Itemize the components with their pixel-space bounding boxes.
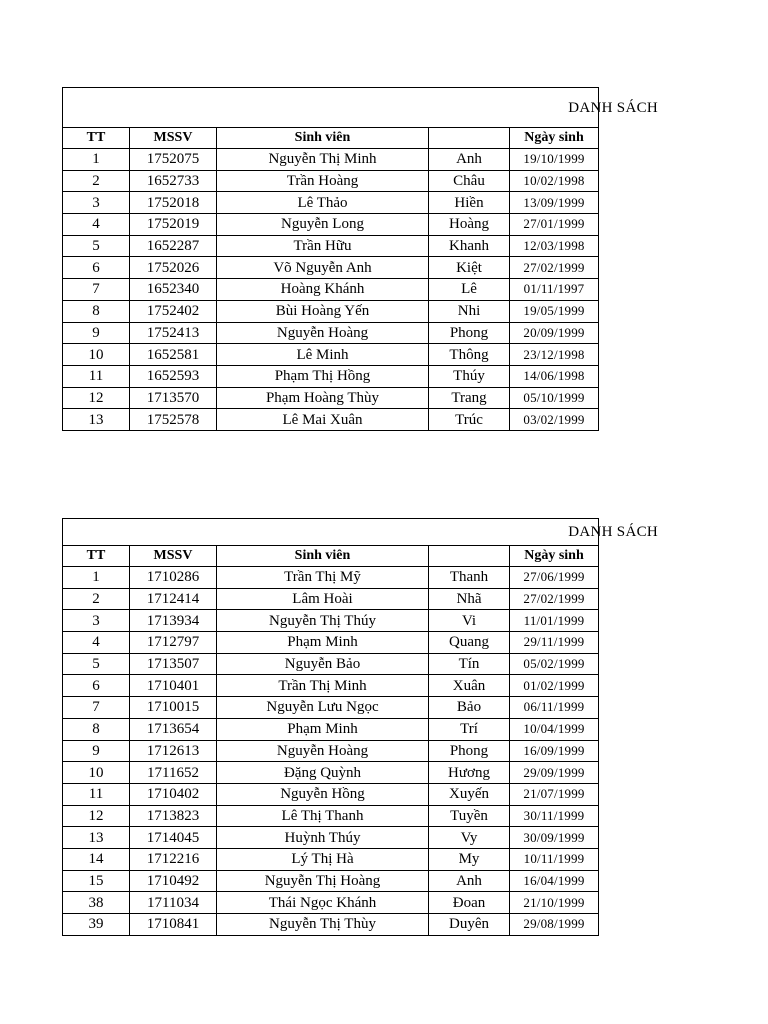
- header-tt: TT: [63, 546, 130, 567]
- cell-ten: Vi: [429, 610, 510, 632]
- table-row: [63, 697, 599, 719]
- cell-tt: 6: [63, 257, 130, 279]
- cell-tt: 3: [63, 610, 130, 632]
- cell-ngay-sinh: 23/12/1998: [510, 344, 599, 366]
- cell-tt: 9: [63, 740, 130, 762]
- cell-sinh-vien: Lý Thị Hà: [217, 848, 429, 870]
- cell-ten: Phong: [429, 322, 510, 344]
- cell-sinh-vien: Trần Thị Mỹ: [217, 567, 429, 589]
- cell-tt: 5: [63, 653, 130, 675]
- table-row: [63, 762, 599, 784]
- cell-tt: 38: [63, 892, 130, 914]
- header-row: [63, 128, 599, 149]
- cell-tt: 10: [63, 762, 130, 784]
- cell-mssv: 1710286: [130, 567, 217, 589]
- cell-ngay-sinh: 19/10/1999: [510, 149, 599, 171]
- cell-ngay-sinh: 05/10/1999: [510, 387, 599, 409]
- table-row: [63, 149, 599, 171]
- cell-ngay-sinh: 13/09/1999: [510, 192, 599, 214]
- cell-ngay-sinh: 27/02/1999: [510, 257, 599, 279]
- cell-ngay-sinh: 10/11/1999: [510, 848, 599, 870]
- cell-sinh-vien: Hoàng Khánh: [217, 279, 429, 301]
- cell-mssv: 1752578: [130, 409, 217, 431]
- cell-ten: Xuyến: [429, 783, 510, 805]
- cell-sinh-vien: Lê Minh: [217, 344, 429, 366]
- cell-ten: Tín: [429, 653, 510, 675]
- cell-ngay-sinh: 29/09/1999: [510, 762, 599, 784]
- cell-mssv: 1713934: [130, 610, 217, 632]
- cell-ten: Xuân: [429, 675, 510, 697]
- cell-mssv: 1752075: [130, 149, 217, 171]
- table-title-cell: [63, 519, 659, 546]
- cell-tt: 7: [63, 279, 130, 301]
- table-row: [63, 783, 599, 805]
- header-row: [63, 546, 599, 567]
- cell-sinh-vien: Trần Thị Minh: [217, 675, 429, 697]
- cell-sinh-vien: Phạm Minh: [217, 632, 429, 654]
- cell-ten: Phong: [429, 740, 510, 762]
- cell-mssv: 1652340: [130, 279, 217, 301]
- cell-tt: 8: [63, 718, 130, 740]
- cell-sinh-vien: Bùi Hoàng Yến: [217, 300, 429, 322]
- cell-tt: 15: [63, 870, 130, 892]
- cell-sinh-vien: Nguyễn Hồng: [217, 783, 429, 805]
- cell-ngay-sinh: 27/02/1999: [510, 588, 599, 610]
- table-row: [63, 192, 599, 214]
- cell-mssv: 1710402: [130, 783, 217, 805]
- cell-ten: Đoan: [429, 892, 510, 914]
- cell-mssv: 1713654: [130, 718, 217, 740]
- table-grid: [62, 87, 659, 431]
- cell-ten: Trúc: [429, 409, 510, 431]
- header-mssv: MSSV: [130, 128, 217, 149]
- cell-sinh-vien: Thái Ngọc Khánh: [217, 892, 429, 914]
- cell-mssv: 1711034: [130, 892, 217, 914]
- cell-mssv: 1714045: [130, 827, 217, 849]
- table-row: [63, 610, 599, 632]
- cell-mssv: 1712797: [130, 632, 217, 654]
- cell-ngay-sinh: 10/02/1998: [510, 170, 599, 192]
- table-row: [63, 279, 599, 301]
- table-row: [63, 653, 599, 675]
- cell-ten: Thúy: [429, 365, 510, 387]
- cell-ten: Lê: [429, 279, 510, 301]
- cell-tt: 8: [63, 300, 130, 322]
- cell-sinh-vien: Phạm Hoàng Thùy: [217, 387, 429, 409]
- header-mssv: MSSV: [130, 546, 217, 567]
- table-row: [63, 675, 599, 697]
- cell-ngay-sinh: 14/06/1998: [510, 365, 599, 387]
- cell-mssv: 1652287: [130, 235, 217, 257]
- table-row: [63, 300, 599, 322]
- cell-ten: Hiền: [429, 192, 510, 214]
- cell-ten: Trang: [429, 387, 510, 409]
- table-grid: [62, 518, 659, 936]
- table-title: DANH SÁCH: [568, 524, 659, 540]
- cell-ten: Anh: [429, 149, 510, 171]
- cell-ten: Thanh: [429, 567, 510, 589]
- cell-tt: 4: [63, 632, 130, 654]
- table-row: [63, 344, 599, 366]
- table-row: [63, 170, 599, 192]
- cell-tt: 2: [63, 588, 130, 610]
- cell-ngay-sinh: 21/07/1999: [510, 783, 599, 805]
- cell-ngay-sinh: 05/02/1999: [510, 653, 599, 675]
- cell-ten: Quang: [429, 632, 510, 654]
- header-ngay-sinh: Ngày sinh: [510, 546, 599, 567]
- cell-ten: Hương: [429, 762, 510, 784]
- cell-sinh-vien: Phạm Thị Hồng: [217, 365, 429, 387]
- cell-ngay-sinh: 29/08/1999: [510, 914, 599, 936]
- cell-tt: 11: [63, 365, 130, 387]
- cell-sinh-vien: Võ Nguyễn Anh: [217, 257, 429, 279]
- header-ten: [429, 546, 510, 567]
- cell-tt: 9: [63, 322, 130, 344]
- cell-ngay-sinh: 21/10/1999: [510, 892, 599, 914]
- cell-ngay-sinh: 19/05/1999: [510, 300, 599, 322]
- cell-sinh-vien: Nguyễn Thị Thúy: [217, 610, 429, 632]
- cell-sinh-vien: Nguyễn Hoàng: [217, 322, 429, 344]
- cell-mssv: 1710492: [130, 870, 217, 892]
- cell-sinh-vien: Trần Hữu: [217, 235, 429, 257]
- table-row: [63, 365, 599, 387]
- cell-ten: Tuyền: [429, 805, 510, 827]
- cell-mssv: 1710015: [130, 697, 217, 719]
- cell-ten: Châu: [429, 170, 510, 192]
- cell-mssv: 1752413: [130, 322, 217, 344]
- table-row: [63, 322, 599, 344]
- cell-sinh-vien: Đặng Quỳnh: [217, 762, 429, 784]
- cell-ngay-sinh: 10/04/1999: [510, 718, 599, 740]
- cell-mssv: 1652581: [130, 344, 217, 366]
- cell-tt: 11: [63, 783, 130, 805]
- cell-tt: 2: [63, 170, 130, 192]
- student-list-table-1: [62, 87, 659, 431]
- student-list-table-2: [62, 518, 659, 936]
- cell-ten: Trí: [429, 718, 510, 740]
- table-row: [63, 718, 599, 740]
- cell-sinh-vien: Nguyễn Thị Thùy: [217, 914, 429, 936]
- cell-sinh-vien: Nguyễn Thị Hoàng: [217, 870, 429, 892]
- cell-ngay-sinh: 11/01/1999: [510, 610, 599, 632]
- table-body: [63, 149, 599, 431]
- cell-ngay-sinh: 30/11/1999: [510, 805, 599, 827]
- cell-ten: Duyên: [429, 914, 510, 936]
- cell-tt: 14: [63, 848, 130, 870]
- cell-ngay-sinh: 30/09/1999: [510, 827, 599, 849]
- cell-tt: 13: [63, 827, 130, 849]
- cell-sinh-vien: Nguyễn Hoàng: [217, 740, 429, 762]
- cell-tt: 6: [63, 675, 130, 697]
- table-row: [63, 387, 599, 409]
- cell-sinh-vien: Phạm Minh: [217, 718, 429, 740]
- header-sinh-vien: Sinh viên: [217, 546, 429, 567]
- cell-ngay-sinh: 06/11/1999: [510, 697, 599, 719]
- cell-tt: 4: [63, 214, 130, 236]
- cell-mssv: 1752026: [130, 257, 217, 279]
- cell-mssv: 1752019: [130, 214, 217, 236]
- table-row: [63, 257, 599, 279]
- cell-mssv: 1752402: [130, 300, 217, 322]
- cell-sinh-vien: Trần Hoàng: [217, 170, 429, 192]
- cell-ngay-sinh: 27/01/1999: [510, 214, 599, 236]
- cell-ten: Vy: [429, 827, 510, 849]
- cell-tt: 10: [63, 344, 130, 366]
- table-body: [63, 567, 599, 936]
- cell-mssv: 1713570: [130, 387, 217, 409]
- table-title: DANH SÁCH: [568, 99, 659, 116]
- header-sinh-vien: Sinh viên: [217, 128, 429, 149]
- cell-ten: Khanh: [429, 235, 510, 257]
- cell-tt: 5: [63, 235, 130, 257]
- cell-ngay-sinh: 27/06/1999: [510, 567, 599, 589]
- header-ngay-sinh: Ngày sinh: [510, 128, 599, 149]
- cell-ngay-sinh: 01/11/1997: [510, 279, 599, 301]
- cell-sinh-vien: Nguyễn Bảo: [217, 653, 429, 675]
- table-row: [63, 409, 599, 431]
- table-row: [63, 567, 599, 589]
- cell-ten: Nhã: [429, 588, 510, 610]
- cell-sinh-vien: Lâm Hoài: [217, 588, 429, 610]
- table-row: [63, 214, 599, 236]
- cell-sinh-vien: Huỳnh Thúy: [217, 827, 429, 849]
- cell-tt: 1: [63, 149, 130, 171]
- cell-ngay-sinh: 16/09/1999: [510, 740, 599, 762]
- table-row: [63, 870, 599, 892]
- table-row: [63, 235, 599, 257]
- cell-ngay-sinh: 20/09/1999: [510, 322, 599, 344]
- cell-ten: Hoàng: [429, 214, 510, 236]
- cell-mssv: 1712414: [130, 588, 217, 610]
- cell-tt: 3: [63, 192, 130, 214]
- table-row: [63, 892, 599, 914]
- cell-sinh-vien: Lê Thảo: [217, 192, 429, 214]
- table-row: [63, 827, 599, 849]
- table-row: [63, 914, 599, 936]
- cell-tt: 12: [63, 387, 130, 409]
- cell-ngay-sinh: 12/03/1998: [510, 235, 599, 257]
- cell-ngay-sinh: 01/02/1999: [510, 675, 599, 697]
- cell-tt: 39: [63, 914, 130, 936]
- cell-ngay-sinh: 29/11/1999: [510, 632, 599, 654]
- table-row: [63, 632, 599, 654]
- cell-mssv: 1712613: [130, 740, 217, 762]
- title-row: [63, 88, 599, 128]
- cell-ten: Nhi: [429, 300, 510, 322]
- cell-mssv: 1652733: [130, 170, 217, 192]
- cell-ten: Thông: [429, 344, 510, 366]
- cell-mssv: 1713823: [130, 805, 217, 827]
- cell-sinh-vien: Lê Thị Thanh: [217, 805, 429, 827]
- cell-ten: Anh: [429, 870, 510, 892]
- cell-mssv: 1752018: [130, 192, 217, 214]
- cell-ngay-sinh: 16/04/1999: [510, 870, 599, 892]
- cell-mssv: 1652593: [130, 365, 217, 387]
- cell-tt: 1: [63, 567, 130, 589]
- cell-mssv: 1710401: [130, 675, 217, 697]
- cell-tt: 12: [63, 805, 130, 827]
- cell-sinh-vien: Nguyễn Thị Minh: [217, 149, 429, 171]
- cell-tt: 7: [63, 697, 130, 719]
- cell-mssv: 1710841: [130, 914, 217, 936]
- table-title-cell: [63, 88, 659, 128]
- title-row: [63, 519, 599, 546]
- cell-ten: Bảo: [429, 697, 510, 719]
- header-ten: [429, 128, 510, 149]
- cell-mssv: 1711652: [130, 762, 217, 784]
- cell-mssv: 1713507: [130, 653, 217, 675]
- table-row: [63, 848, 599, 870]
- cell-mssv: 1712216: [130, 848, 217, 870]
- cell-ngay-sinh: 03/02/1999: [510, 409, 599, 431]
- cell-sinh-vien: Lê Mai Xuân: [217, 409, 429, 431]
- cell-tt: 13: [63, 409, 130, 431]
- cell-sinh-vien: Nguyễn Long: [217, 214, 429, 236]
- table-row: [63, 588, 599, 610]
- cell-ten: Kiệt: [429, 257, 510, 279]
- cell-sinh-vien: Nguyễn Lưu Ngọc: [217, 697, 429, 719]
- table-row: [63, 805, 599, 827]
- header-tt: TT: [63, 128, 130, 149]
- cell-ten: My: [429, 848, 510, 870]
- table-row: [63, 740, 599, 762]
